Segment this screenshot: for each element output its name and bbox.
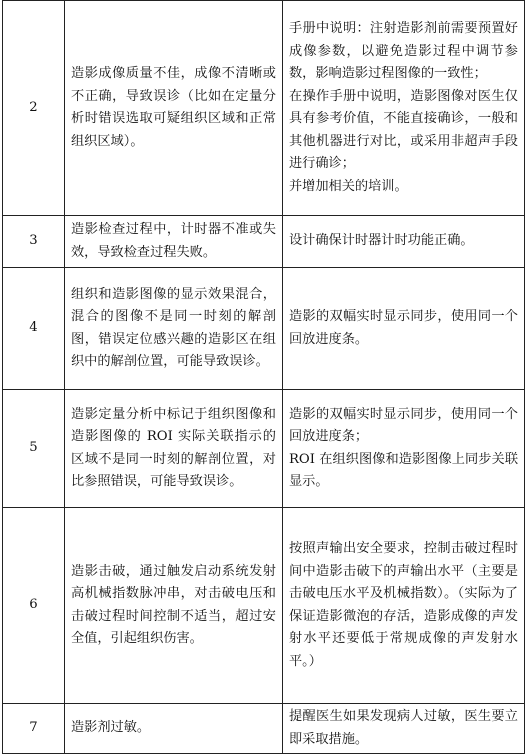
table-row — [3, 268, 525, 390]
row-number: 6 — [3, 508, 65, 704]
row-number: 5 — [3, 390, 65, 508]
risk-description: 造影击破，通过触发启动系统发射高机械指数脉冲串，对击破电压和击破过程时间控制不适当，超过安全值，引起组织伤害。 — [65, 508, 283, 704]
control-measures — [283, 508, 525, 704]
measure-line: 造影的双幅实时显示同步，使用同一个回放进度条； — [289, 406, 518, 444]
control-measures — [283, 1, 525, 216]
control-measures — [283, 390, 525, 508]
table-row — [3, 1, 525, 216]
risk-description: 组织和造影图像的显示效果混合，混合的图像不是同一时刻的解剖图，错误定位感兴趣的造影区在组织中的解剖位置，可能导致误诊。 — [65, 268, 283, 390]
row-number: 2 — [3, 1, 65, 216]
table-row — [3, 508, 525, 704]
control-measures — [283, 704, 525, 754]
table-row — [3, 390, 525, 508]
risk-description: 造影成像质量不佳，成像不清晰或不正确，导致误诊（比如在定量分析时错误选取可疑组织区域和正常组织区域）。 — [65, 1, 283, 216]
measure-line: 并增加相关的培训。 — [289, 178, 408, 194]
risk-description: 造影定量分析中标记于组织图像和造影图像的 ROI 实际关联指示的区域不是同一时刻的解剖位置，对比参照错误，可能导致误诊。 — [65, 390, 283, 508]
measure-line: 按照声输出安全要求，控制击破过程时间中造影击破下的声输出水平（主要是击破电压水平及机械指数）。（实际为了保证造影微泡的存活，造影成像的声发射水平还要低于常规成像的声发射水平。） — [289, 541, 518, 669]
row-number: 3 — [3, 216, 65, 268]
row-number: 7 — [3, 704, 65, 754]
measure-line: ROI 在组织图像和造影图像上同步关联显示。 — [289, 451, 518, 489]
table-row — [3, 704, 525, 754]
risk-description: 造影检查过程中，计时器不准或失效，导致检查过程失败。 — [65, 216, 283, 268]
table-row — [3, 216, 525, 268]
measure-line: 在操作手册中说明，造影图像对医生仅具有参考价值，不能直接确诊，一般和其他机器进行对比，或采用非超声手段进行确诊； — [289, 88, 518, 171]
row-number: 4 — [3, 268, 65, 390]
measure-line: 设计确保计时器计时功能正确。 — [289, 233, 474, 249]
measure-line: 造影的双幅实时显示同步，使用同一个回放进度条。 — [289, 309, 518, 347]
measure-line: 手册中说明：注射造影剂前需要预置好成像参数，以避免造影过程中调节参数，影响造影过程图像的一致性； — [289, 21, 518, 81]
control-measures — [283, 268, 525, 390]
risk-description: 造影剂过敏。 — [65, 704, 283, 754]
control-measures — [283, 216, 525, 268]
measure-line: 提醒医生如果发现病人过敏，医生要立即采取措施。 — [289, 709, 518, 747]
risk-table — [2, 0, 525, 754]
